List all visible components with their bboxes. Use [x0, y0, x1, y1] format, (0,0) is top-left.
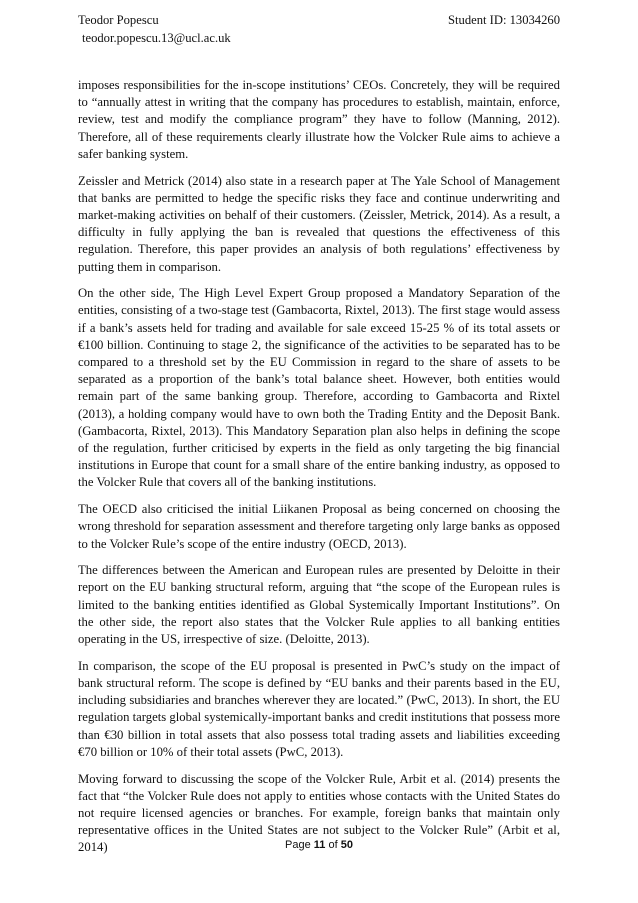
footer-page-number: 11 [313, 839, 326, 851]
footer-page-word: Page [285, 839, 311, 851]
page-footer [0, 838, 638, 852]
footer-of-word: of [328, 839, 338, 851]
header-author-block [78, 11, 231, 47]
paragraph-mandatory-separation: On the other side, The High Level Expert Group proposed a Mandatory Separation of the entities, consisting of a two-stage test (Gambacorta, Rixtel, 2013). The first stage would assess if a bank’s assets held for trading and available for sale exceed 15-25 % of its total assets or €100 billion. Continuing to stage 2, the significance of the activities to be separated has to be compared to a threshold set by the EU Commission in regard to the share of assets to be separated as a proportion of the bank’s total balance sheet. However, both entities would remain part of the same banking group. Therefore, according to Gambacorta and Rixtel (2013), a holding company would have to own both the Trading Entity and the Deposit Bank. (Gambacorta, Rixtel, 2013). This Mandatory Separation plan also helps in defining the scope of the regulation, further criticised by experts in the field as only targeting the big financial institutions in Europe that count for a small share of the entire banking industry, as opposed to the Volcker Rule that covers all of the banking institutions. [78, 286, 560, 490]
paragraph-oecd-criticism: The OECD also criticised the initial Liikanen Proposal as being concerned on choosing the wrong threshold for separation assessment and therefore targeting only large banks as opposed to the Volcker Rule’s scope of the entire industry (OECD, 2013). [78, 502, 560, 551]
footer-total-pages: 50 [340, 839, 353, 851]
page-header [78, 11, 560, 47]
paragraph-pwc-study: In comparison, the scope of the EU proposal is presented in PwC’s study on the impact of bank structural reform. The scope is defined by “EU banks and their parents based in the EU, including subsidiaries and branches wherever they are located.” (PwC, 2013). In short, the EU regulation targets global systemically-important banks and credit institutions that possess more than €30 billion in total assets that also possess total trading assets and liabilities exceeding €70 billion or 10% of their total assets (PwC, 2013). [78, 658, 560, 759]
author-email: teodor.popescu.13@ucl.ac.uk [82, 31, 231, 45]
paragraph-deloitte-report: The differences between the American and European rules are presented by Deloitte in their report on the EU banking structural reform, arguing that “the scope of the European rules is limited to the banking entities identified as Global Systemically Important Institutions”. On the other side, the report also states that the Volcker Rule applies to all banking entities operating in the US, irrespective of size. (Deloitte, 2013). [78, 563, 560, 647]
page-body [78, 77, 560, 866]
student-id: Student ID: 13034260 [448, 13, 560, 27]
paragraph-ceo-responsibilities: imposes responsibilities for the in-scope institutions’ CEOs. Concretely, they will be required to “annually attest in writing that the company has procedures to establish, maintain, enforce, review, test and modify the compliance program” they have to follow (Manning, 2012). Therefore, all of these requirements clearly illustrate how the Volcker Rule aims to achieve a safer banking system. [78, 78, 560, 161]
header-student-id-block [448, 11, 560, 29]
paragraph-volcker-scope: Moving forward to discussing the scope of the Volcker Rule, Arbit et al. (2014) presents the fact that “the Volcker Rule does not apply to entities whose contacts with the United States do not require licensed agencies or branches. For example, foreign banks that maintain only representative offices in the United States are not subject to the Volcker Rule” (Arbit et al, 2014) [78, 771, 560, 855]
author-name: Teodor Popescu [78, 13, 159, 27]
paragraph-zeissler-metrick: Zeissler and Metrick (2014) also state in a research paper at The Yale School of Management that banks are permitted to hedge the specific risks they face and continue underwriting and market-making activities on behalf of their customers. (Zeissler, Metrick, 2014). As a result, a difficulty in fully applying the ban is revealed that questions the effectiveness of this regulation. Therefore, this paper provides an analysis of both regulations’ effectiveness by putting them in comparison. [78, 173, 560, 274]
